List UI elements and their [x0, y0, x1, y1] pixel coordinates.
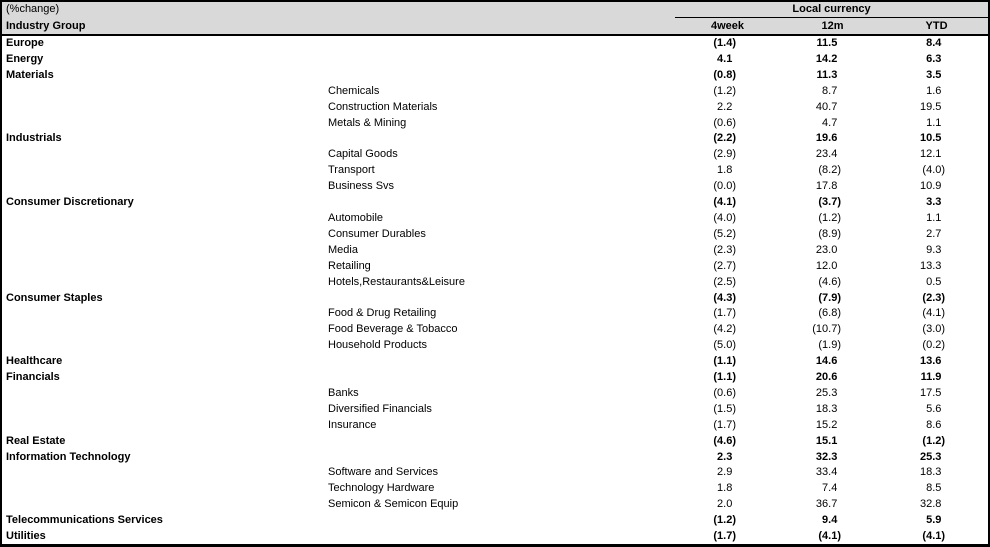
value-cell: 5.6 — [926, 402, 942, 415]
value-cell: 18.3 — [815, 402, 838, 415]
table-row — [2, 481, 988, 497]
table-row — [2, 35, 988, 52]
table-row — [2, 243, 988, 259]
value-cell: 1.6 — [926, 84, 942, 97]
value-cell: (7.9) — [818, 291, 842, 304]
sub-industry-label: Household Products — [328, 339, 428, 352]
group-label: Materials — [6, 68, 54, 81]
value-cell: (1.7) — [713, 418, 737, 431]
sub-industry-label: Diversified Financials — [328, 402, 432, 415]
value-cell: 4.1 — [717, 52, 733, 65]
value-cell: 32.3 — [815, 450, 838, 463]
value-cell: 2.3 — [717, 450, 733, 463]
value-cell: 13.3 — [919, 259, 942, 272]
industry-group-header: Industry Group — [2, 18, 675, 36]
value-cell: 3.5 — [926, 68, 942, 81]
value-cell: 12.0 — [815, 259, 838, 272]
table-row — [2, 513, 988, 529]
sub-industry-label: Business Svs — [328, 180, 395, 193]
table-row — [2, 529, 988, 545]
table-row — [2, 434, 988, 450]
value-cell: 15.1 — [815, 434, 838, 447]
value-cell: 8.6 — [926, 418, 942, 431]
value-cell: 9.4 — [822, 514, 838, 527]
value-cell: 40.7 — [815, 100, 838, 113]
sub-industry-label — [325, 513, 675, 529]
group-label: Utilities — [6, 530, 46, 543]
pct-change-caption: (%change) — [2, 2, 675, 18]
value-cell: 32.8 — [919, 498, 942, 511]
value-cell: (0.2) — [922, 339, 946, 352]
value-cell: 15.2 — [815, 418, 838, 431]
group-label — [2, 386, 325, 402]
sub-industry-label — [325, 434, 675, 450]
group-label — [2, 497, 325, 513]
group-label — [2, 418, 325, 434]
table-row — [2, 68, 988, 84]
group-label — [2, 465, 325, 481]
group-label — [2, 481, 325, 497]
value-cell: (0.6) — [713, 386, 737, 399]
group-label — [2, 243, 325, 259]
value-cell: (4.1) — [922, 307, 946, 320]
value-cell: 1.1 — [926, 116, 942, 129]
value-cell: (3.0) — [922, 323, 946, 336]
sub-industry-label — [325, 354, 675, 370]
sub-industry-label: Insurance — [328, 418, 377, 431]
table-body — [2, 35, 988, 545]
value-cell: (1.4) — [713, 37, 737, 49]
value-cell: 18.3 — [919, 466, 942, 479]
table-row — [2, 116, 988, 132]
value-cell: (4.1) — [713, 196, 737, 209]
sub-industry-label — [325, 35, 675, 52]
group-label: Consumer Staples — [6, 291, 103, 304]
value-cell: (0.0) — [713, 180, 737, 193]
sub-industry-label — [325, 52, 675, 68]
table-row — [2, 418, 988, 434]
value-cell: (1.2) — [713, 514, 737, 527]
table-row — [2, 402, 988, 418]
table-row — [2, 179, 988, 195]
sub-industry-label: Metals & Mining — [328, 116, 407, 129]
table-row — [2, 131, 988, 147]
value-cell: 11.3 — [816, 68, 838, 81]
group-label: Real Estate — [6, 434, 66, 447]
value-cell: 2.2 — [717, 100, 733, 113]
group-label — [2, 84, 325, 100]
value-cell: 14.2 — [815, 52, 838, 65]
value-cell: 23.4 — [815, 148, 838, 161]
group-label — [2, 163, 325, 179]
sub-industry-label: Consumer Durables — [328, 227, 426, 240]
value-cell: 2.9 — [717, 466, 733, 479]
sub-industry-label: Banks — [328, 386, 359, 399]
sub-industry-label: Retailing — [328, 259, 371, 272]
value-cell: 36.7 — [815, 498, 838, 511]
value-cell: (4.3) — [713, 291, 737, 304]
value-cell: (4.0) — [922, 164, 946, 177]
value-cell: 14.6 — [815, 355, 838, 368]
value-cell: 0.5 — [926, 275, 942, 288]
value-cell: 20.6 — [815, 371, 838, 384]
value-cell: 8.7 — [822, 84, 838, 97]
value-cell: (1.7) — [713, 530, 737, 543]
sub-industry-label — [325, 291, 675, 307]
value-cell: 3.3 — [926, 196, 942, 209]
value-cell: (2.2) — [713, 132, 737, 145]
sub-industry-label — [325, 450, 675, 466]
value-cell: 11.9 — [920, 371, 942, 384]
col-header-ytd: YTD — [885, 18, 988, 36]
value-cell: 11.5 — [816, 37, 838, 49]
value-cell: (8.2) — [818, 164, 842, 177]
table-row — [2, 195, 988, 211]
table-row — [2, 227, 988, 243]
value-cell: (4.1) — [922, 530, 946, 543]
value-cell: (5.0) — [713, 339, 737, 352]
table-row — [2, 147, 988, 163]
group-label — [2, 211, 325, 227]
value-cell: 2.7 — [926, 227, 942, 240]
value-cell: 13.6 — [919, 355, 942, 368]
group-label — [2, 322, 325, 338]
group-label — [2, 259, 325, 275]
sub-industry-label — [325, 370, 675, 386]
value-cell: 8.5 — [926, 482, 942, 495]
value-cell: (4.0) — [713, 211, 737, 224]
value-cell: 1.8 — [717, 164, 733, 177]
table-header — [2, 2, 988, 35]
group-label — [2, 116, 325, 132]
group-label — [2, 338, 325, 354]
value-cell: (4.6) — [713, 434, 737, 447]
table-row — [2, 52, 988, 68]
value-cell: 12.1 — [919, 148, 942, 161]
col-header-12m: 12m — [780, 18, 885, 36]
sub-industry-label: Software and Services — [328, 466, 439, 479]
value-cell: (0.8) — [713, 68, 737, 81]
table-row — [2, 370, 988, 386]
sub-industry-label: Construction Materials — [328, 100, 438, 113]
sub-industry-label: Food & Drug Retailing — [328, 307, 437, 320]
group-label: Industrials — [6, 132, 62, 145]
value-cell: (1.2) — [922, 434, 946, 447]
value-cell: 23.0 — [815, 243, 838, 256]
group-label — [2, 402, 325, 418]
value-cell: (1.7) — [713, 307, 737, 320]
value-cell: 17.5 — [919, 386, 942, 399]
table-row — [2, 386, 988, 402]
table-row — [2, 465, 988, 481]
table-row — [2, 163, 988, 179]
value-cell: 7.4 — [822, 482, 838, 495]
value-cell: (1.1) — [713, 371, 737, 384]
group-label: Healthcare — [6, 355, 63, 368]
group-label — [2, 147, 325, 163]
sub-industry-label: Technology Hardware — [328, 482, 435, 495]
value-cell: 9.3 — [926, 243, 942, 256]
col-header-4week: 4week — [675, 18, 780, 36]
value-cell: 10.5 — [919, 132, 942, 145]
value-cell: 5.9 — [926, 514, 942, 527]
performance-table — [2, 2, 988, 545]
local-currency-header: Local currency — [675, 2, 988, 18]
sub-industry-label — [325, 131, 675, 147]
value-cell: (0.6) — [713, 116, 737, 129]
value-cell: 33.4 — [815, 466, 838, 479]
group-label — [2, 227, 325, 243]
value-cell: (1.2) — [713, 84, 737, 97]
table-row — [2, 354, 988, 370]
sub-industry-label — [325, 195, 675, 211]
value-cell: 25.3 — [815, 386, 838, 399]
table-row — [2, 306, 988, 322]
value-cell: (1.5) — [713, 402, 737, 415]
group-label — [2, 179, 325, 195]
sub-industry-label: Hotels,Restaurants&Leisure — [328, 275, 465, 288]
value-cell: (3.7) — [818, 196, 842, 209]
value-cell: (5.2) — [713, 227, 737, 240]
table-row — [2, 322, 988, 338]
value-cell: (4.2) — [713, 323, 737, 336]
group-label: Financials — [6, 371, 60, 384]
value-cell: 25.3 — [919, 450, 942, 463]
value-cell: 19.5 — [919, 100, 942, 113]
value-cell: (2.3) — [922, 291, 946, 304]
group-label: Europe — [6, 37, 44, 49]
value-cell: 19.6 — [815, 132, 838, 145]
value-cell: (8.9) — [818, 227, 842, 240]
value-cell: (6.8) — [818, 307, 842, 320]
group-label: Consumer Discretionary — [6, 196, 134, 209]
value-cell: (1.9) — [818, 339, 842, 352]
sub-industry-label: Chemicals — [328, 84, 380, 97]
table-row — [2, 211, 988, 227]
sub-industry-label: Automobile — [328, 211, 384, 224]
table-row — [2, 275, 988, 291]
table-row — [2, 497, 988, 513]
group-label: Energy — [6, 52, 44, 65]
table-row — [2, 84, 988, 100]
value-cell: (4.1) — [818, 530, 842, 543]
table-row — [2, 100, 988, 116]
table-row — [2, 259, 988, 275]
group-label — [2, 275, 325, 291]
value-cell: (1.2) — [818, 211, 842, 224]
table-row — [2, 338, 988, 354]
table-row — [2, 291, 988, 307]
value-cell: 1.8 — [717, 482, 733, 495]
sub-industry-label: Semicon & Semicon Equip — [328, 498, 459, 511]
value-cell: 1.1 — [926, 211, 942, 224]
group-label — [2, 100, 325, 116]
value-cell: (2.5) — [713, 275, 737, 288]
value-cell: 2.0 — [717, 498, 733, 511]
sub-industry-label: Food Beverage & Tobacco — [328, 323, 458, 336]
sub-industry-label: Media — [328, 243, 358, 256]
table-row — [2, 450, 988, 466]
value-cell: 10.9 — [919, 180, 942, 193]
sub-industry-label — [325, 68, 675, 84]
sub-industry-label: Transport — [328, 164, 375, 177]
value-cell: (4.6) — [818, 275, 842, 288]
group-label — [2, 306, 325, 322]
group-label: Information Technology — [6, 450, 131, 463]
group-label: Telecommunications Services — [6, 514, 163, 527]
value-cell: 6.3 — [926, 52, 942, 65]
value-cell: (2.7) — [713, 259, 737, 272]
value-cell: (2.9) — [713, 148, 737, 161]
value-cell: (10.7) — [812, 323, 842, 336]
value-cell: 8.4 — [926, 37, 942, 49]
value-cell: 4.7 — [822, 116, 838, 129]
value-cell: (1.1) — [713, 355, 737, 368]
value-cell: 17.8 — [815, 180, 838, 193]
sub-industry-label: Capital Goods — [328, 148, 398, 161]
value-cell: (2.3) — [713, 243, 737, 256]
sub-industry-label — [325, 529, 675, 545]
